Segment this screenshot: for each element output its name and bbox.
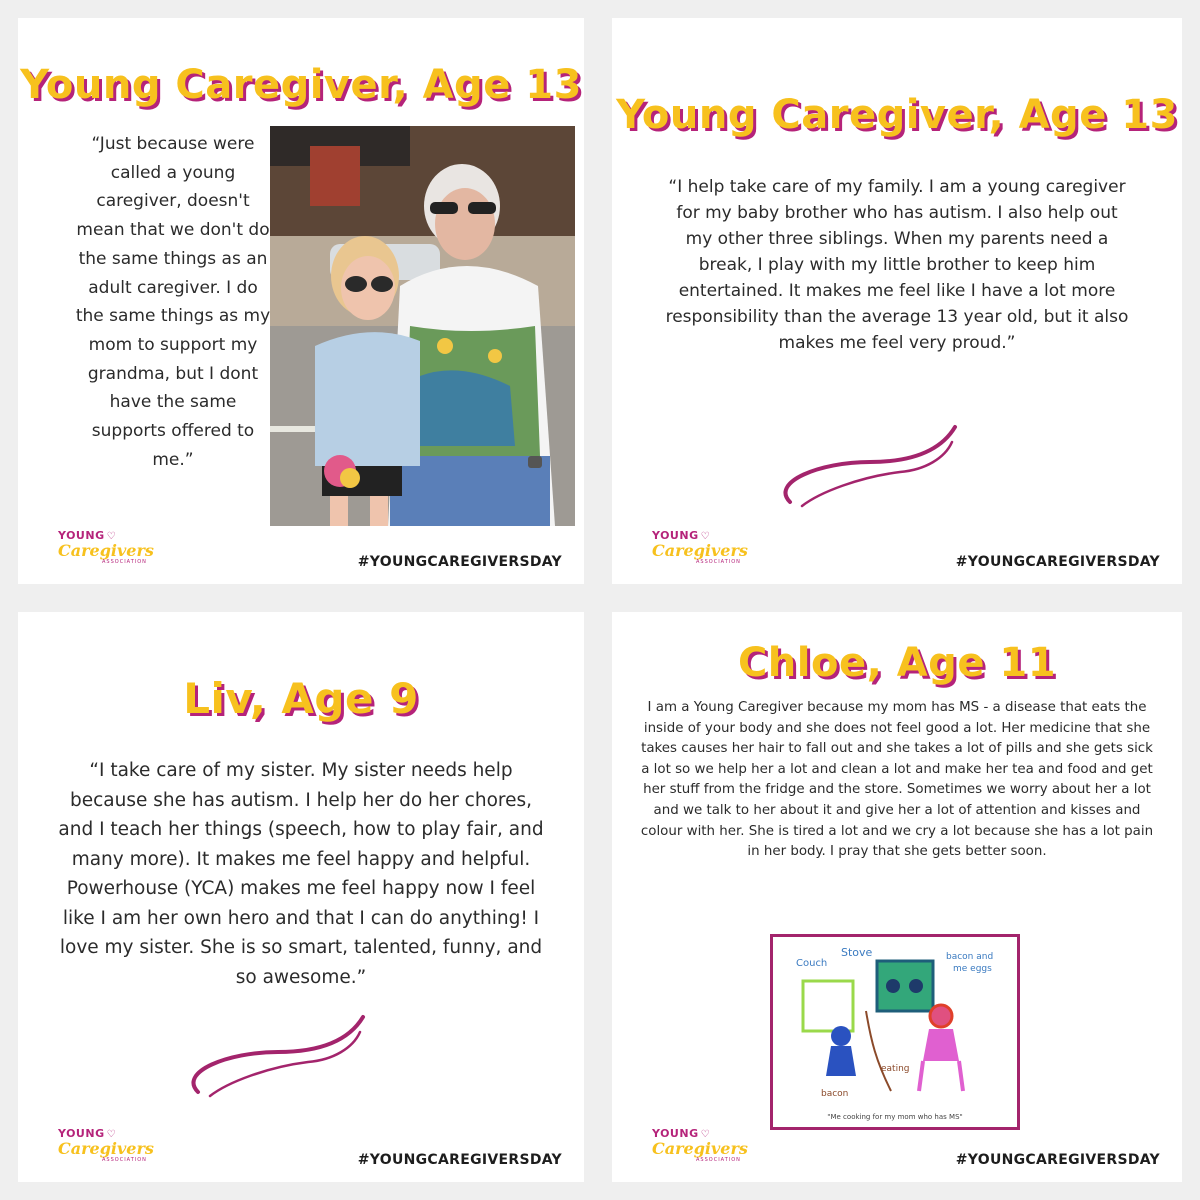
story-card-1: [18, 18, 584, 584]
child-drawing: [781, 941, 1009, 1107]
young-caregivers-logo: YOUNG ♡ Caregivers ASSOCIATION: [58, 1127, 154, 1163]
story-card-2: [612, 18, 1182, 584]
story-card-4: [612, 612, 1182, 1182]
child-drawing-frame: [770, 934, 1020, 1130]
young-caregivers-logo: YOUNG ♡ Caregivers ASSOCIATION: [652, 529, 748, 565]
hashtag: #YOUNGCAREGIVERSDAY: [357, 1152, 562, 1168]
card-title: Young Caregiver, Age 13: [616, 92, 1178, 138]
heart-icon: ♡: [700, 531, 711, 542]
hashtag: #YOUNGCAREGIVERSDAY: [955, 1152, 1160, 1168]
svg-text:Stove: Stove: [841, 946, 873, 959]
card-title: Young Caregiver, Age 13: [20, 62, 582, 108]
card-title: Chloe, Age 11: [737, 640, 1057, 686]
young-caregivers-logo: YOUNG ♡ Caregivers ASSOCIATION: [58, 529, 154, 565]
grandmother-granddaughter-photo: [270, 126, 575, 526]
heart-icon: ♡: [700, 1129, 711, 1140]
card-quote: “Just because were called a young caregiver, doesn't mean that we don't do the same things as an adult caregiver. I do the same things as my mom to support my grandma, but I dont have the same supports offered to me.”: [75, 134, 271, 470]
svg-text:me eggs: me eggs: [953, 964, 992, 974]
decorative-swirl-icon: [188, 1012, 368, 1102]
card-title: Liv, Age 9: [183, 674, 419, 723]
svg-text:bacon: bacon: [821, 1089, 849, 1099]
story-card-3: [18, 612, 584, 1182]
young-caregivers-logo: YOUNG ♡ Caregivers ASSOCIATION: [652, 1127, 748, 1163]
card-quote: I am a Young Caregiver because my mom has MS - a disease that eats the inside of your body and she does not feel good a lot. Her medicine that she takes causes her hair to fall out and she takes a lot of pills and she gets sick a lot so we help her a lot and clean a lot and make her tea and food and get her stuff from the fridge and the store. Sometimes we worry about her a lot and we talk to her about it and give her a lot of attention and kisses and colour with her. She is tired a lot and we cry a lot because she has a lot pain in her body. I pray that she gets better soon.: [640, 700, 1154, 860]
drawing-caption: "Me cooking for my mom who has MS": [827, 1113, 963, 1121]
hashtag: #YOUNGCAREGIVERSDAY: [955, 554, 1160, 570]
heart-icon: ♡: [106, 1129, 117, 1140]
svg-text:Couch: Couch: [796, 958, 828, 969]
decorative-swirl-icon: [780, 422, 960, 512]
card-quote: “I help take care of my family. I am a young caregiver for my baby brother who has autism. I also help out my other three siblings. When my parents need a break, I play with my little brother to keep him entertained. It makes me feel like I have a lot more responsibility than the average 13 year old, but it also makes me feel very proud.”: [665, 177, 1129, 353]
card-quote: “I take care of my sister. My sister needs help because she has autism. I help her do her chores, and I teach her things (speech, how to play fair, and many more). It makes me feel happy and helpful. Powerhouse (YCA) makes me feel happy now I feel like I am her own hero and that I can do anything! I love my sister. She is so smart, talented, funny, and so awesome.”: [58, 760, 544, 988]
heart-icon: ♡: [106, 531, 117, 542]
svg-text:bacon and: bacon and: [946, 952, 994, 962]
svg-text:eating: eating: [881, 1064, 910, 1074]
hashtag: #YOUNGCAREGIVERSDAY: [357, 554, 562, 570]
